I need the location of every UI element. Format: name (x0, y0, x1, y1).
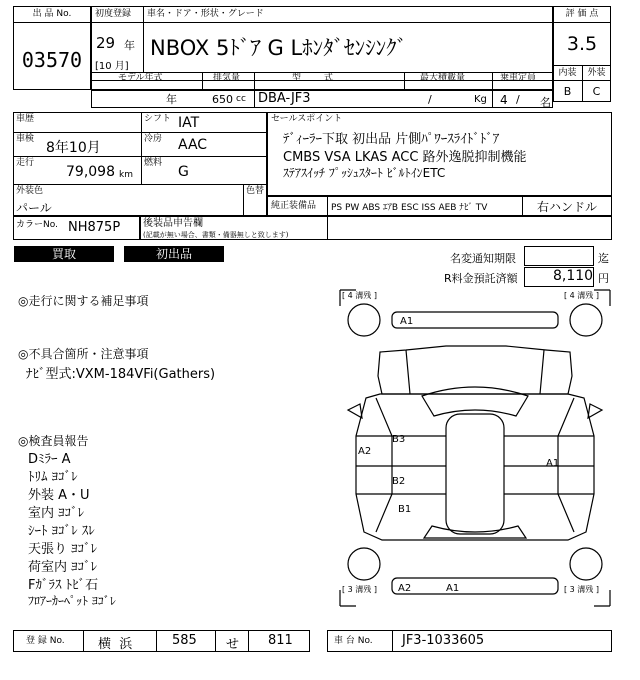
displacement: 650 (212, 93, 233, 106)
name-change-label: 名変通知期限 (450, 252, 516, 265)
tire-tread-fl: [ 4 溝残 ] (342, 291, 377, 300)
color-label: 外装色 (16, 186, 44, 196)
sales-line-2: CMBS VSA LKAS ACC 路外逸脱抑制機能 (283, 150, 527, 165)
post-install-label: 後装品申告欄 (143, 218, 203, 229)
registration-class: 585 (172, 633, 197, 648)
damage-mark-right: A1 (546, 458, 560, 469)
tire-tread-fr: [ 4 溝残 ] (564, 291, 599, 300)
inspector-item: ﾄﾘﾑ ﾖｺﾞﾚ (28, 470, 78, 485)
exterior-label: 外装 (587, 68, 606, 78)
max-load-label: 最大積載量 (420, 73, 466, 83)
reg-year-unit: 年 (124, 39, 135, 52)
model-year-unit: 年 (166, 93, 177, 106)
interior-score: B (563, 85, 572, 98)
capacity-sep: / (516, 93, 520, 106)
max-load-sep: / (428, 93, 432, 106)
buy-button[interactable]: 買取 (14, 246, 114, 262)
driving-notes-title: ◎走行に関する補足事項 (18, 294, 149, 308)
lot-number: 03570 (21, 48, 83, 72)
inspection-label: 車検 (16, 134, 35, 144)
r-fee-label: R料金預託済額 (444, 272, 518, 285)
capacity-label: 乗車定員 (500, 73, 537, 83)
damage-mark-roof: B3 (392, 434, 406, 445)
lot-label: 出 品 No. (32, 9, 72, 19)
grade-score: 3.5 (566, 33, 598, 55)
damage-mark-front-bumper: A1 (400, 316, 414, 327)
grade-label: 評 価 点 (565, 9, 599, 19)
reg-month: [10 月] (95, 61, 129, 72)
capacity-value: 4 (500, 93, 508, 107)
registration-label: 登 録 No. (26, 636, 65, 646)
max-load-unit: Kg (474, 94, 487, 105)
ac-value: AAC (178, 137, 208, 153)
car-name-label: 車名・ドア・形状・グレード (147, 9, 264, 19)
damage-mark-left-mid: B2 (392, 476, 406, 487)
first-reg-label: 初度登録 (95, 9, 132, 19)
type-label: 型 式 (292, 73, 333, 83)
inspector-item: ﾌﾛｱｰｶｰﾍﾟｯﾄ ﾖｺﾞﾚ (28, 594, 116, 608)
inspector-item: ｼｰﾄ ﾖｺﾞﾚ ｽﾚ (28, 524, 95, 539)
first-listing-button[interactable]: 初出品 (124, 246, 224, 262)
inspection-value: 8年10月 (46, 140, 101, 156)
inspector-title: ◎検査員報告 (18, 434, 89, 448)
name-change-box (524, 246, 594, 266)
post-install-note: (記載が無い場合、書類・備器無しと致します) (143, 231, 289, 239)
color-no-value: NH875P (68, 220, 121, 235)
sales-label: セールスポイント (271, 114, 343, 124)
inspector-item: 外装 A・U (28, 488, 90, 503)
name-change-unit: 迄 (598, 252, 609, 265)
chassis-number: JF3-1033605 (402, 633, 485, 648)
fuel-value: G (178, 164, 189, 180)
displacement-label: 排気量 (213, 73, 241, 83)
registration-area: 横 浜 (98, 637, 133, 652)
shift-value: IAT (178, 115, 200, 131)
inspector-item: 室内 ﾖｺﾞﾚ (28, 506, 85, 521)
sales-line-1: ﾃﾞｨｰﾗｰ下取 初出品 片側ﾊﾟﾜｰｽﾗｲﾄﾞﾄﾞｱ (283, 132, 500, 147)
mileage-value: 79,098 (66, 164, 115, 180)
chassis-label: 車 台 No. (334, 636, 373, 646)
car-name: NBOX 5ﾄﾞｱ G Lﾎﾝﾀﾞｾﾝｼﾝｸﾞ (150, 36, 408, 60)
mileage-unit: km (119, 170, 133, 180)
color-change-label: 色替 (246, 186, 265, 196)
equip-label: 純正装備品 (271, 201, 317, 211)
registration-number: 811 (268, 633, 293, 648)
inspector-item: Fｶﾞﾗｽ ﾄﾋﾞ石 (28, 578, 99, 593)
type-value: DBA-JF3 (258, 91, 311, 106)
color-value: パール (16, 201, 52, 215)
mileage-label: 走行 (16, 158, 35, 168)
model-year-label: モデル年式 (118, 73, 163, 83)
fuel-label: 燃料 (144, 158, 163, 168)
inspector-item: 天張り ﾖｺﾞﾚ (28, 542, 98, 557)
sales-line-3: ｽﾃｱｽｲｯﾁ ﾌﾟｯｼｭｽﾀｰﾄ ﾋﾞﾙﾄｲﾝETC (283, 166, 446, 180)
r-fee-unit: 円 (598, 272, 609, 285)
inspector-item: Dﾐﾗｰ A (28, 452, 71, 467)
damage-mark-rear-left: A2 (398, 583, 412, 594)
damage-mark-left-front: A2 (358, 446, 372, 457)
color-no-label: カラーNo. (16, 220, 58, 230)
tire-tread-rl: [ 3 溝残 ] (342, 585, 377, 594)
ac-label: 冷房 (144, 134, 163, 144)
interior-label: 内装 (558, 68, 577, 78)
inspector-item: 荷室内 ﾖｺﾞﾚ (28, 560, 98, 575)
damage-mark-left-rear: B1 (398, 504, 412, 515)
registration-kana: せ (226, 637, 240, 652)
displacement-unit: cc (236, 94, 246, 104)
vehicle-damage-diagram (336, 286, 614, 610)
history-label: 車歴 (16, 114, 35, 124)
reg-year: 29 (96, 34, 116, 52)
defect-notes-title: ◎不具合箇所・注意事項 (18, 347, 149, 361)
capacity-unit: 名 (540, 96, 551, 109)
shift-label: シフト (144, 114, 172, 124)
r-fee-value: 8,110 (553, 268, 594, 284)
equip-value: PS PW ABS ｴｱB ESC ISS AEB ﾅﾋﾞ TV (331, 203, 488, 213)
exterior-score: C (592, 85, 601, 98)
damage-mark-rear: A1 (446, 583, 460, 594)
steering-value: 右ハンドル (537, 200, 598, 214)
navi-model: ﾅﾋﾞ型式:VXM-184VFi(Gathers) (26, 367, 216, 382)
tire-tread-rr: [ 3 溝残 ] (564, 585, 599, 594)
